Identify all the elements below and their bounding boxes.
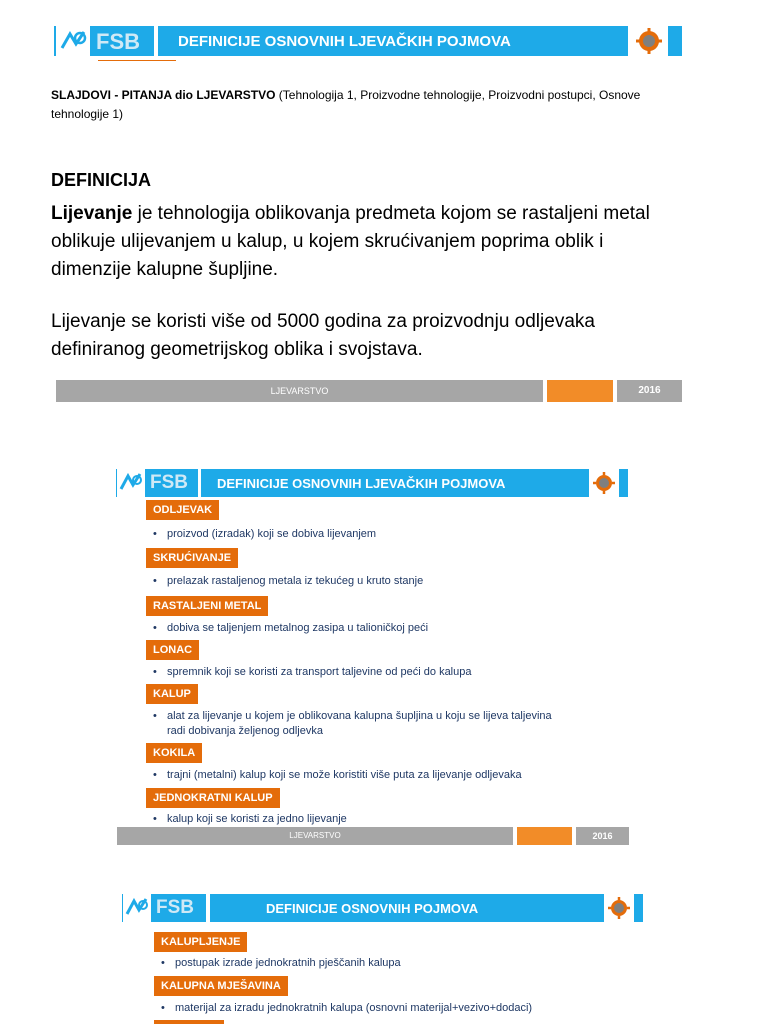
- definicija-paragraph-1: [51, 200, 731, 284]
- fsb-logo: [54, 26, 154, 56]
- term-kalup: KALUP: [146, 684, 198, 704]
- gear-icon: [589, 469, 619, 497]
- desc-skrucivanje: • prelazak rastaljenog metala iz tekućeg u kruto stanje: [167, 575, 423, 587]
- intro-text: [51, 86, 731, 124]
- slide2-footer: [117, 827, 629, 845]
- desc-kalup: • alat za lijevanje u kojem je oblikovana kalupna šupljina u koju se lijeva taljevina: [167, 710, 552, 722]
- footer-orange-block: [517, 827, 572, 845]
- term-kokila: KOKILA: [146, 743, 202, 763]
- intro-bold: SLAJDOVI - PITANJA dio LJEVARSTVO: [51, 88, 276, 102]
- fsb-emblem-icon: [56, 26, 90, 56]
- definicija-p2-line-2: definiranog geometrijskog oblika i svojstava.: [51, 339, 423, 360]
- slide1-title-bar: [158, 26, 628, 56]
- slide2-header-tail: [619, 469, 628, 497]
- definicija-p2-line-1: Lijevanje se koristi više od 5000 godina za proizvodnju odljevaka: [51, 311, 595, 332]
- term-odljevak: ODLJEVAK: [146, 500, 219, 520]
- fsb-logo: [116, 469, 198, 497]
- footer-label: LJEVARSTVO: [56, 380, 543, 402]
- slide2-title-bar: [201, 469, 589, 497]
- desc-kalup-line-2: radi dobivanja željenog odljevka: [167, 725, 323, 737]
- footer-orange-block: [547, 380, 613, 402]
- term-jednokratni-kalup: JEDNOKRATNI KALUP: [146, 788, 280, 808]
- slide1-header-tail: [668, 26, 682, 56]
- term-skrucivanje: SKRUĆIVANJE: [146, 548, 238, 568]
- definicija-line-2: oblikuje ulijevanjem u kalup, u kojem skrućivanjem poprima oblik i: [51, 231, 604, 252]
- slide1-header: [54, 26, 682, 56]
- fsb-logo-text: FSB: [96, 29, 140, 54]
- desc-odljevak: • proizvod (izradak) koji se dobiva lijevanjem: [167, 528, 376, 540]
- term-rastaljeni-metal: RASTALJENI METAL: [146, 596, 268, 616]
- footer-year: 2016: [576, 827, 629, 845]
- slide2-header: [116, 469, 628, 497]
- slide3-header-tail: [634, 894, 643, 922]
- definicija-line-3: dimenzije kalupne šupljine.: [51, 259, 279, 280]
- fsb-emblem-icon: [117, 469, 145, 497]
- desc-jednokratni-kalup: • kalup koji se koristi za jedno lijevanje: [167, 813, 347, 825]
- fsb-logo: [122, 894, 206, 922]
- next-tag-partial: [154, 1020, 224, 1024]
- definicija-line-1: je tehnologija oblikovanja predmeta kojom se rastaljeni metal: [132, 203, 650, 224]
- fsb-emblem-icon: [123, 894, 151, 922]
- fsb-logo-text: FSB: [156, 897, 194, 918]
- footer-year: 2016: [617, 380, 682, 402]
- definicija-term: Lijevanje: [51, 203, 133, 224]
- fsb-logo-text: FSB: [150, 472, 188, 493]
- desc-kalupljenje: • postupak izrade jednokratnih pješčanih kalupa: [175, 957, 401, 969]
- gear-icon: [604, 894, 634, 922]
- footer-label: LJEVARSTVO: [117, 827, 513, 845]
- term-kalupna-mjesavina: KALUPNA MJEŠAVINA: [154, 976, 288, 996]
- definicija-heading: DEFINICIJA: [51, 170, 152, 190]
- definicija-paragraph-2: [51, 308, 731, 364]
- term-kalupljenje: KALUPLJENJE: [154, 932, 247, 952]
- desc-rastaljeni-metal: • dobiva se taljenjem metalnog zasipa u talioničkoj peći: [167, 622, 428, 634]
- slide1-underline: [98, 60, 176, 61]
- slide3-title-bar: [210, 894, 604, 922]
- slide3-header: [122, 894, 643, 922]
- gear-icon: [630, 26, 668, 56]
- slide1-title: DEFINICIJE OSNOVNIH LJEVAČKIH POJMOVA: [178, 33, 511, 50]
- intro-line2: tehnologije 1): [51, 107, 124, 121]
- slide1-footer: [56, 380, 682, 402]
- desc-kalupna-mjesavina: • materijal za izradu jednokratnih kalupa (osnovni materijal+vezivo+dodaci): [175, 1002, 532, 1014]
- slide3-title: DEFINICIJE OSNOVNIH POJMOVA: [266, 901, 479, 916]
- desc-kokila: • trajni (metalni) kalup koji se može koristiti više puta za lijevanje odljevaka: [167, 769, 522, 781]
- slide2-title: DEFINICIJE OSNOVNIH LJEVAČKIH POJMOVA: [217, 476, 506, 491]
- desc-lonac: • spremnik koji se koristi za transport taljevine od peći do kalupa: [167, 666, 471, 678]
- term-lonac: LONAC: [146, 640, 199, 660]
- intro-rest: (Tehnologija 1, Proizvodne tehnologije, Proizvodni postupci, Osnove: [275, 88, 641, 102]
